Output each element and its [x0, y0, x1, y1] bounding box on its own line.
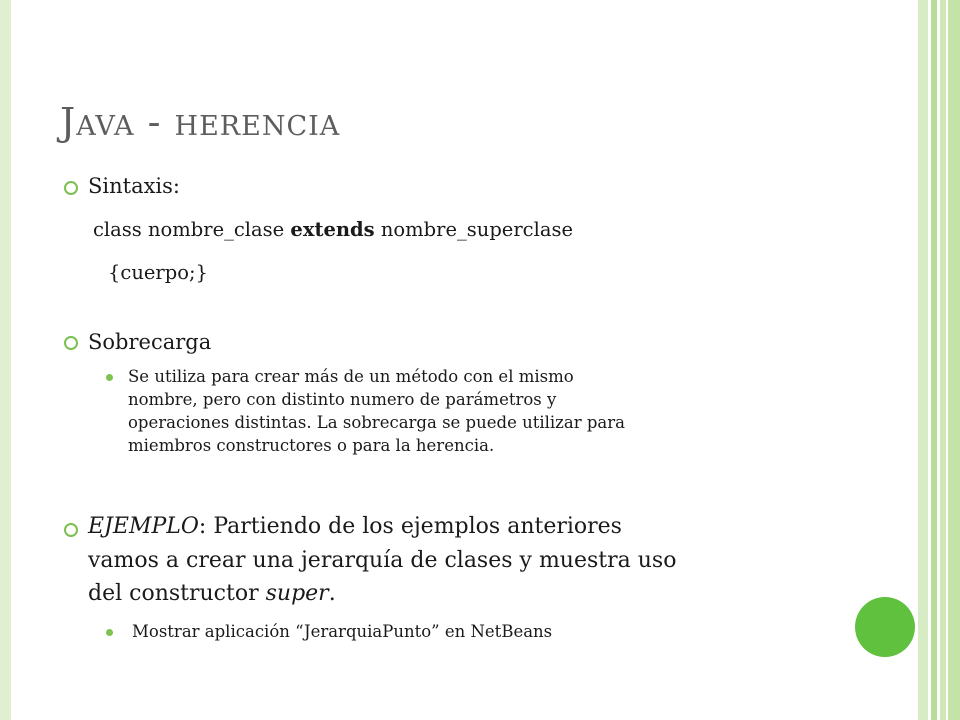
sub-bullet-dot-icon	[106, 629, 113, 636]
sintaxis-code-body: {cuerpo;}	[108, 261, 208, 284]
code-suffix: nombre_superclase	[374, 218, 573, 241]
ejemplo-line-3-prefix: del constructor	[88, 581, 266, 606]
sobrecarga-description-line-1: Se utiliza para crear más de un método con el mismo	[128, 367, 574, 386]
bullet-ring-icon	[64, 181, 78, 195]
sintaxis-label: Sintaxis:	[88, 174, 180, 198]
left-decorative-stripe	[0, 0, 11, 720]
ejemplo-sub-item: Mostrar aplicación “JerarquiaPunto” en NetBeans	[132, 622, 553, 641]
super-keyword: super	[265, 581, 329, 606]
ejemplo-line-3	[88, 579, 336, 608]
sobrecarga-description-line-4: miembros constructores o para la herencia.	[128, 436, 495, 455]
bullet-ring-icon	[64, 336, 78, 350]
bullet-ring-icon	[64, 523, 78, 537]
ejemplo-label: EJEMPLO	[88, 514, 199, 539]
slide-title: Java - herencia	[60, 100, 341, 144]
sobrecarga-label: Sobrecarga	[88, 330, 212, 354]
ejemplo-colon: :	[198, 514, 207, 539]
ejemplo-line-1	[88, 512, 622, 541]
ejemplo-line-2: vamos a crear una jerarquía de clases y muestra uso	[88, 548, 677, 573]
sintaxis-code-line	[93, 218, 573, 241]
extends-keyword: extends	[290, 218, 375, 241]
sub-bullet-dot-icon	[106, 374, 113, 381]
right-decorative-stripe	[948, 0, 960, 720]
code-prefix: class nombre_clase	[93, 218, 291, 241]
ejemplo-line-1-text: Partiendo de los ejemplos anteriores	[206, 514, 622, 539]
sobrecarga-description-line-2: nombre, pero con distinto numero de parámetros y	[128, 390, 557, 409]
right-decorative-stripe	[918, 0, 928, 720]
sobrecarga-description-line-3: operaciones distintas. La sobrecarga se puede utilizar para	[128, 413, 625, 432]
decorative-green-circle	[855, 597, 915, 657]
ejemplo-line-3-suffix: .	[328, 581, 336, 606]
